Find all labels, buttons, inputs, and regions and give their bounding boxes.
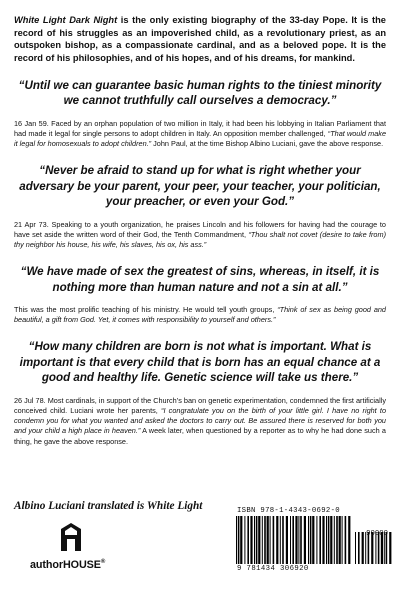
barcode-stripe: [362, 532, 364, 564]
quote-4: “How many children are born is not what is important. What is important is that every child that is born has an equal chance at a good and healthy life. Genetic science will take us there.”: [19, 340, 381, 385]
barcode-stripe: [310, 516, 312, 564]
paragraph-2: [14, 220, 386, 251]
barcode-stripe: [300, 516, 302, 564]
barcode-stripe: [250, 516, 252, 564]
paragraph-1-tail: John Paul, at the time Bishop Albino Luciani, gave the above response.: [151, 139, 384, 149]
barcode-stripe: [238, 516, 240, 564]
paragraph-2-text: 21 Apr 73. Speaking to a youth organization, he praises Lincoln and his followers for having had the courage to have set aside the written word of their God, the Tenth Commandment,: [14, 219, 386, 239]
intro-text: is the only existing biography of the 33-day Pope. It is the record of his struggles as an impoverished child, as a revolutionary priest, as an outspoken bishop, as a compassionate cardinal, and as a beloved pope. It is the record of his philosophies, and of his hopes, and of his dreams, for mankind.: [14, 15, 386, 63]
paragraph-3-text: This was the most prolific teaching of his ministry. He would tell youth groups,: [14, 305, 278, 315]
signature-name: Albino Luciani: [14, 500, 85, 512]
signature-middle: translated is: [84, 500, 147, 512]
barcode-stripe: [358, 532, 360, 564]
paragraph-1-text: 16 Jan 59. Faced by an orphan population of two million in Italy, it had been his lobbying in Italian Parliament that had made it legal for single persons to adopt children in Italy. An opposition member challenged,: [14, 118, 386, 139]
barcode-stripe: [292, 516, 294, 564]
barcode-stripe: [322, 516, 324, 564]
isbn-barcode-block: [235, 507, 395, 573]
paragraph-4: [14, 396, 386, 447]
barcode-stripe: [240, 516, 242, 564]
barcode-stripe: [328, 516, 330, 564]
barcode-stripe: [280, 516, 281, 564]
ean-number: 9 781434 306920: [237, 565, 309, 573]
barcode-stripe: [304, 516, 306, 564]
barcode-stripe: [355, 532, 356, 564]
barcode-stripe: [244, 516, 245, 564]
isbn-label: ISBN 978-1-4343-0692-0: [237, 507, 340, 515]
name-translation: [14, 500, 202, 512]
barcode-stripe: [276, 516, 278, 564]
barcode-stripe: [312, 516, 314, 564]
publisher-name-text: authorHOUSE: [30, 559, 101, 571]
barcode-stripe: [273, 516, 275, 564]
barcode-stripe: [286, 516, 288, 564]
barcode-stripe: [316, 516, 317, 564]
quote-3: “We have made of sex the greatest of sins, whereas, in itself, it is nothing more than human nature and not a sin at all.”: [20, 265, 380, 294]
publisher-logo: [30, 522, 110, 571]
barcode-stripe: [264, 516, 266, 564]
barcode-stripe: [334, 516, 335, 564]
barcode-stripe: [254, 516, 255, 564]
paragraph-3: [14, 305, 386, 325]
barcode-stripe: [342, 516, 343, 564]
barcode-stripe: [345, 516, 347, 564]
barcode-stripe: [290, 516, 291, 564]
registered-mark: ®: [100, 559, 106, 565]
publisher-name: [30, 559, 110, 571]
barcode-stripe: [389, 532, 391, 564]
paragraph-1-italic: “That would make it legal for homosexuals to adopt children.”: [14, 129, 387, 149]
barcode-stripe: [308, 516, 309, 564]
addon-barcode-icon: [354, 522, 394, 564]
barcode-stripe: [330, 516, 332, 564]
quote-2: “Never be afraid to stand up for what is right whether your adversary be your parent, your peer, your teacher, your politician, your preacher, or even your God.”: [19, 164, 381, 209]
barcode-stripe: [262, 516, 263, 564]
barcode-stripe: [295, 516, 297, 564]
barcode-stripe: [326, 516, 327, 564]
barcode-stripe: [247, 516, 249, 564]
addon-number: 90000: [366, 530, 388, 538]
paragraph-2-italic: “Thou shalt not covet (desire to take from) thy neighbor his house, his wife, his slaves, his ox, his ass.”: [14, 229, 386, 250]
addon-barcode: [351, 522, 394, 564]
barcodes: [235, 516, 395, 564]
paragraph-4-text: 26 Jul 78. Most cardinals, in support of the Church’s ban on genetic experimentation, condemned the first artificially conceived child. Luciani wrote her parents,: [14, 395, 386, 415]
paragraph-4-italic: “I congratulate you on the birth of your little girl. I have no right to condemn you for what you wanted and asked the doctors to carry out. Be assured there is reserved for both you and your child a high place in heaven.”: [14, 405, 387, 436]
barcode-stripe: [336, 516, 338, 564]
barcode-stripe: [270, 516, 271, 564]
paragraph-3-italic: “Think of sex as being good and beautiful, a gift from God. Yet, it comes with responsibility to yourself and others.”: [14, 305, 386, 325]
back-cover: [14, 14, 386, 447]
paragraph-1: [14, 119, 386, 150]
book-title: White Light Dark Night: [14, 15, 118, 25]
quote-1: “Until we can guarantee basic human rights to the tiniest minority we cannot truthfully call ourselves a democracy.”: [18, 79, 382, 108]
barcode-stripe: [282, 516, 284, 564]
barcode-stripe: [267, 516, 269, 564]
intro-paragraph: [14, 14, 386, 64]
signature-meaning: White Light: [146, 500, 203, 512]
barcode-stripe: [339, 516, 341, 564]
author-house-logo-icon: [59, 522, 83, 552]
barcode-stripe: [258, 516, 260, 564]
barcode-stripe: [256, 516, 258, 564]
barcode-icon: [235, 516, 351, 564]
barcode-stripe: [236, 516, 237, 564]
barcode-stripe: [298, 516, 299, 564]
barcode-stripe: [319, 516, 321, 564]
paragraph-4-tail: A week later, when questioned by a reporter as to why he had done such a thing, he gave the above response.: [14, 426, 386, 446]
